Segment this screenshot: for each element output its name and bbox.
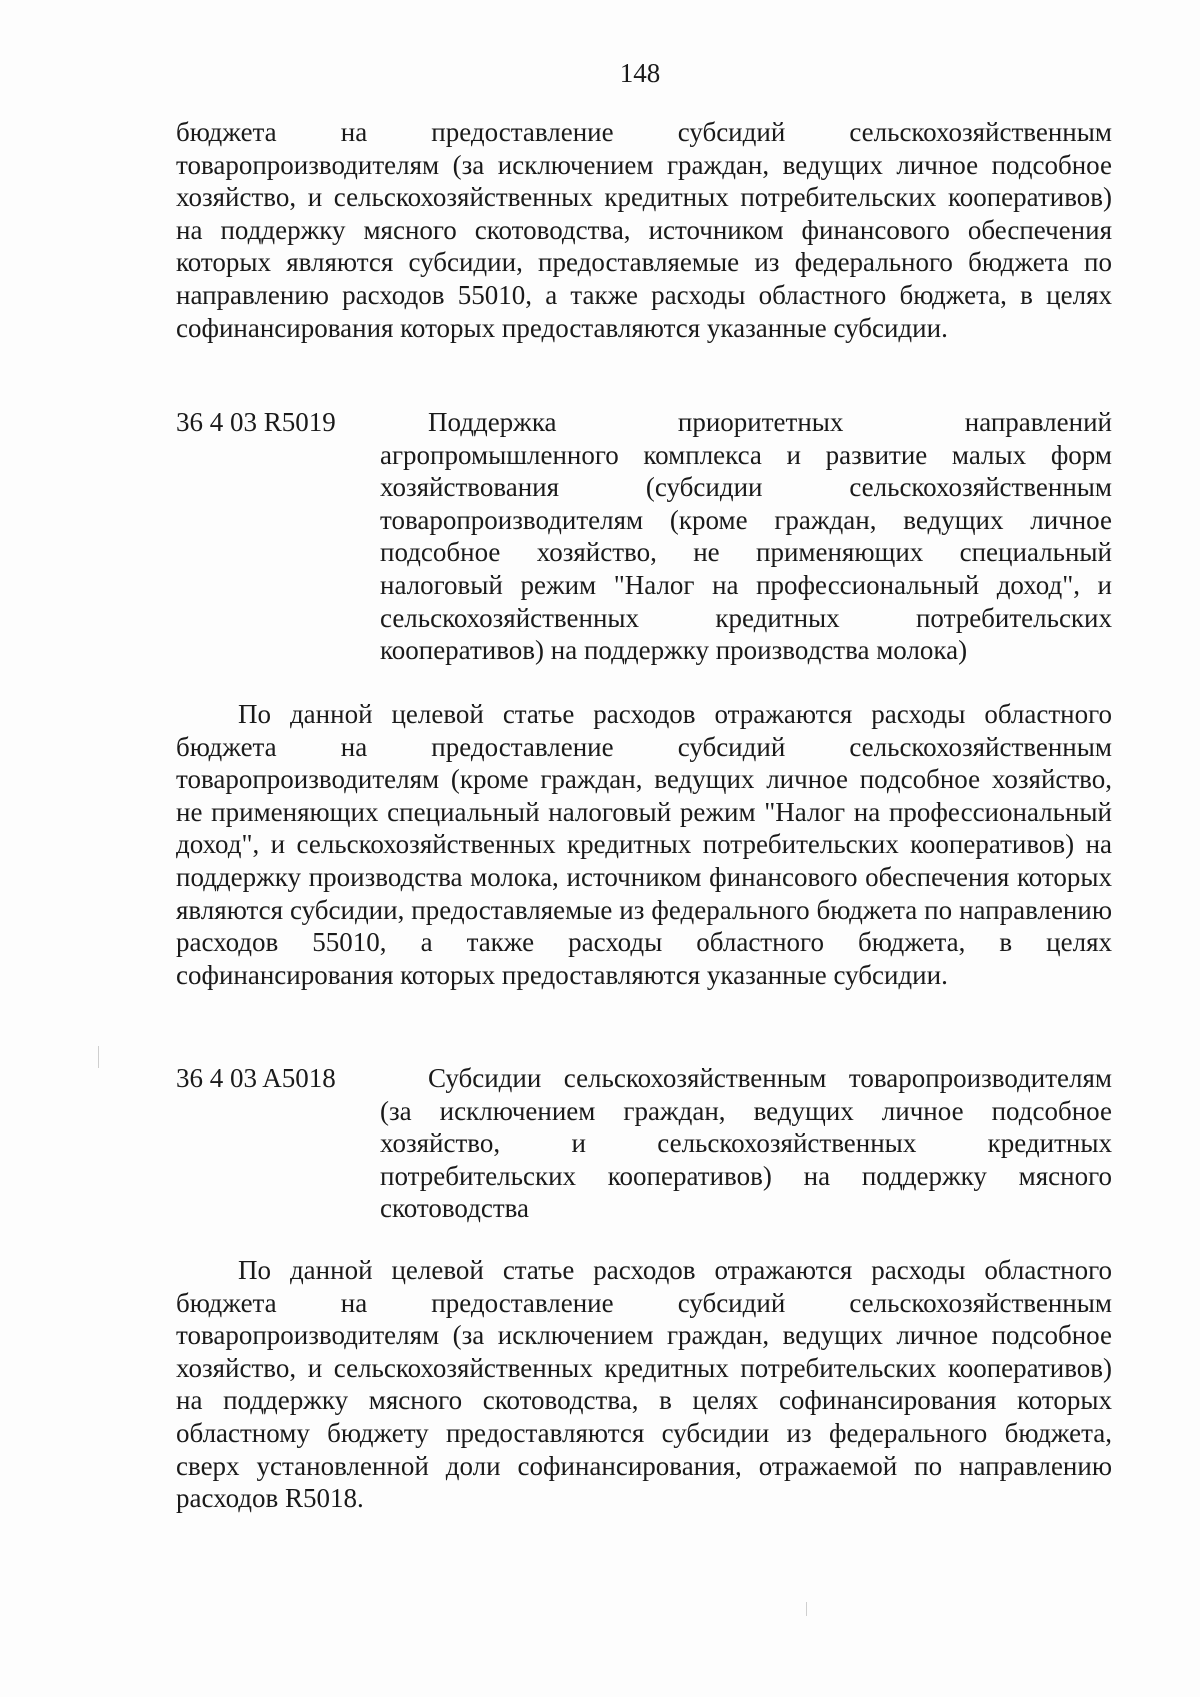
- paragraph-a5018-description: По данной целевой статье расходов отражаются расходы областного бюджета на предоставление субсидий сельскохозяйственным товаропроизводителям (за исключением граждан, ведущих личное подсобное хозяйство, и сельскохозяйственных кредитных потребительских кооперативов) на поддержку мясного скотоводства, в целях софинансирования которых областному бюджету предоставляются субсидии из федерального бюджета, сверх установленной доли софинансирования, отражаемой по направлению расходов R5018.: [176, 1255, 1112, 1514]
- page-number: 148: [619, 58, 661, 88]
- item-title-a5018: Субсидии сельскохозяйственным товаропроизводителям (за исключением граждан, ведущих личное подсобное хозяйство, и сельскохозяйственных кредитных потребительских кооперативов) на поддержку мясного скотоводства: [380, 1063, 1112, 1224]
- item-code-a5018: 36 4 03 A5018: [176, 1063, 336, 1093]
- paragraph-continued: бюджета на предоставление субсидий сельскохозяйственным товаропроизводителям (за исключением граждан, ведущих личное подсобное хозяйство, и сельскохозяйственных кредитных потребительских кооперативов) на поддержку мясного скотоводства, источником финансового обеспечения которых являются субсидии, предоставляемые из федерального бюджета по направлению расходов 55010, а также расходы областного бюджета, в целях софинансирования которых предоставляются указанные субсидии.: [176, 117, 1112, 343]
- item-title-r5019: Поддержка приоритетных направлений агропромышленного комплекса и развитие малых форм хозяйствования (субсидии сельскохозяйственным товаропроизводителям (кроме граждан, ведущих личное подсобное хозяйство, не применяющих специальный налоговый режим "Налог на профессиональный доход", и сельскохозяйственных кредитных потребительских кооперативов) на поддержку производства молока): [380, 407, 1112, 666]
- scan-artifact: [806, 1602, 807, 1616]
- item-code-r5019: 36 4 03 R5019: [176, 407, 336, 437]
- scan-artifact: [98, 1046, 99, 1068]
- paragraph-r5019-description: По данной целевой статье расходов отражаются расходы областного бюджета на предоставление субсидий сельскохозяйственным товаропроизводителям (кроме граждан, ведущих личное подсобное хозяйство, не применяющих специальный налоговый режим "Налог на профессиональный доход", и сельскохозяйственных кредитных потребительских кооперативов) на поддержку производства молока, источником финансового обеспечения которых являются субсидии, предоставляемые из федерального бюджета по направлению расходов 55010, а также расходы областного бюджета, в целях софинансирования которых предоставляются указанные субсидии.: [176, 699, 1112, 990]
